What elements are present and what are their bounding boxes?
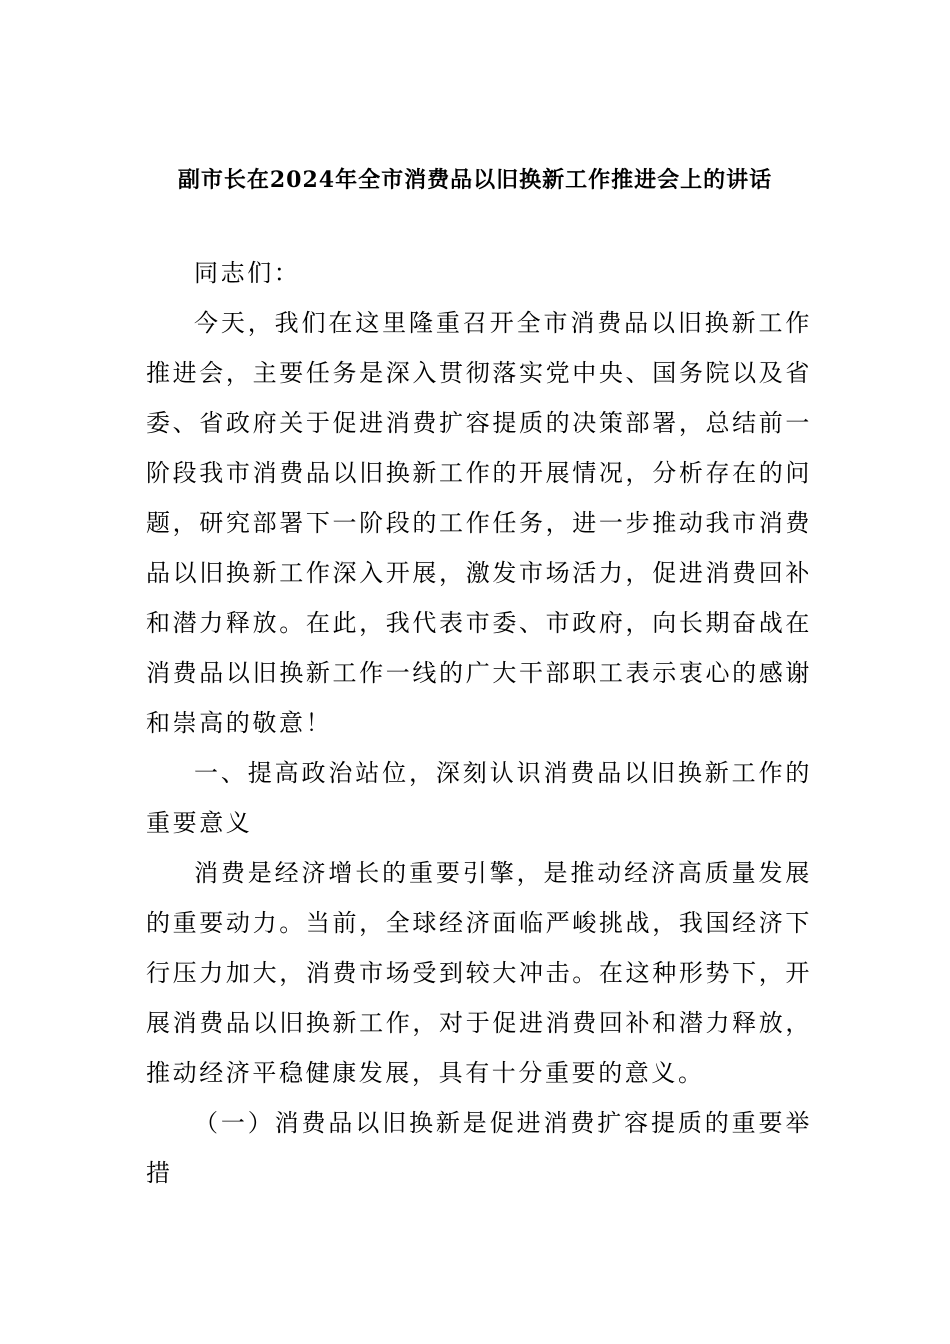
salutation: 同志们： — [194, 259, 301, 287]
section-heading-1: 一、提高政治站位，深刻认识消费品以旧换新工作的重要意义 — [146, 759, 812, 837]
document-title: 副市长在2024年全市消费品以旧换新工作推进会上的讲话 — [177, 167, 773, 193]
section-1-paragraph: 消费是经济增长的重要引擎，是推动经济高质量发展的重要动力。当前，全球经济面临严峻挑战，我国经济下行压力加大，消费市场受到较大冲击。在这种形势下，开展消费品以旧换新工作，对于促进消费回补和潜力释放，推动经济平稳健康发展，具有十分重要的意义。 — [146, 859, 812, 1087]
opening-paragraph: 今天，我们在这里隆重召开全市消费品以旧换新工作推进会，主要任务是深入贯彻落实党中央、国务院以及省委、省政府关于促进消费扩容提质的决策部署，总结前一阶段我市消费品以旧换新工作的开展情况，分析存在的问题，研究部署下一阶段的工作任务，进一步推动我市消费品以旧换新工作深入开展，激发市场活力，促进消费回补和潜力释放。在此，我代表市委、市政府，向长期奋战在消费品以旧换新工作一线的广大干部职工表示衷心的感谢和崇高的敬意！ — [146, 309, 812, 737]
document-body — [146, 248, 812, 1198]
subsection-heading-1: （一）消费品以旧换新是促进消费扩容提质的重要举措 — [146, 1109, 812, 1187]
